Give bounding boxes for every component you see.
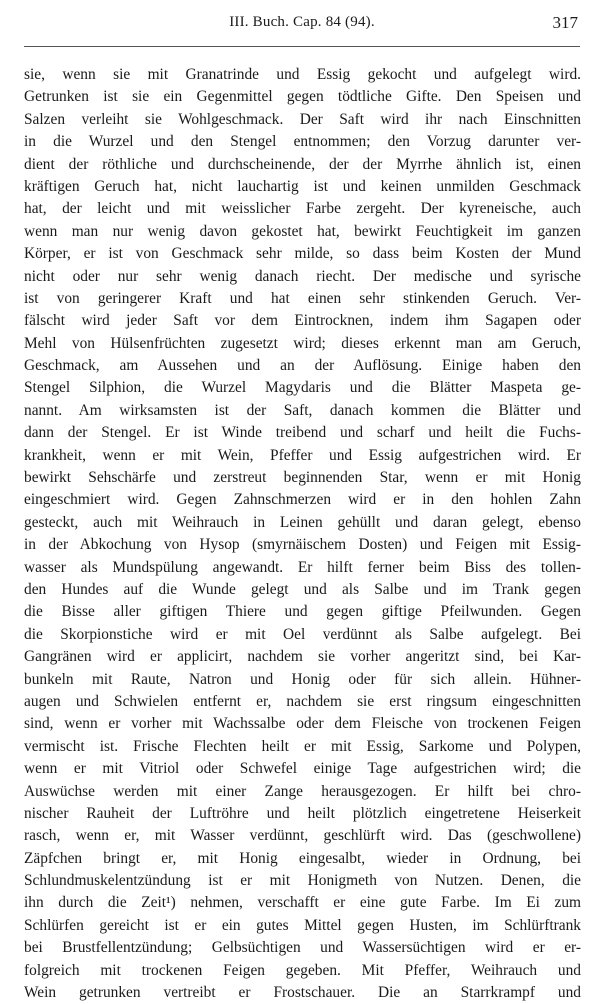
text-line: hat, der leicht und mit weisslicher Farbe zergeht. Der kyreneische, auch — [24, 200, 581, 218]
text-line: wenn man nur wenig davon gekostet hat, bewirkt Feuchtigkeit im ganzen — [24, 222, 581, 240]
text-line: sind, wenn er vorher mit Wachssalbe oder dem Fleische von trockenen Feigen — [24, 715, 581, 733]
text-line: ihn durch die Zeit¹) nehmen, verschafft er eine gute Farbe. Im Ei zum — [24, 894, 581, 912]
text-line: wasser als Mundspülung angewandt. Er hilft ferner beim Biss des tollen- — [24, 558, 581, 576]
text-line: Auswüchse werden mit einer Zange herausgezogen. Er hilft bei chro- — [24, 782, 581, 800]
text-line: nicht oder nur sehr wenig danach riecht. Der medische und syrische — [24, 267, 581, 285]
text-line: rasch, wenn er, mit Wasser verdünnt, geschlürft wird. Das (geschwollene) — [24, 827, 581, 845]
text-line: folgreich mit trockenen Feigen gegeben. Mit Pfeffer, Weihrauch und — [24, 961, 581, 979]
text-line: Getrunken ist sie ein Gegenmittel gegen tödtliche Gifte. Den Speisen und — [24, 88, 581, 106]
text-line: gesteckt, auch mit Weihrauch in Leinen gehüllt und daran gelegt, ebenso — [24, 513, 581, 531]
text-line: kräftigen Geruch hat, nicht lauchartig ist und keinen unmilden Geschmack — [24, 177, 581, 195]
text-line: vermischt ist. Frische Flechten heilt er mit Essig, Sarkome und Polypen, — [24, 737, 581, 755]
text-line: Gangränen wird er applicirt, nachdem sie vorher angeritzt sind, bei Kar- — [24, 648, 581, 666]
text-line: wenn er mit Vitriol oder Schwefel einige Tage aufgestrichen wird; die — [24, 760, 581, 778]
text-line: nischer Rauheit der Luftröhre und heilt plötzlich eingetretene Heiserkeit — [24, 804, 581, 822]
text-line: Mehl von Hülsenfrüchten zugesetzt wird; dieses erkennt man am Geruch, — [24, 334, 581, 352]
text-line: fälscht wird jeder Saft vor dem Eintrocknen, indem ihm Sagapen oder — [24, 312, 581, 330]
text-line: in der Abkochung von Hysop (smyrnäischem Dosten) und Feigen mit Essig- — [24, 536, 581, 554]
text-line: Stengel Silphion, die Wurzel Magydaris und die Blätter Maspeta ge- — [24, 379, 581, 397]
page-number: 317 — [552, 13, 578, 32]
running-title: III. Buch. Cap. 84 (94). — [229, 14, 375, 30]
text-line: Wein getrunken vertreibt er Frostschauer. Die an Starrkrampf und — [24, 984, 581, 1002]
text-line: Schlürfen gereicht ist er ein gutes Mittel gegen Husten, im Schlürftrank — [24, 916, 581, 934]
text-line: Körper, er ist von Geschmack sehr milde, so dass beim Kosten der Mund — [24, 245, 581, 263]
text-line: eingeschmiert wird. Gegen Zahnschmerzen wird er in den hohlen Zahn — [24, 491, 581, 509]
text-line: dann der Stengel. Er ist Winde treibend und scharf und heilt die Fuchs- — [24, 424, 581, 442]
header-rule — [24, 46, 580, 47]
text-line: krankheit, wenn er mit Wein, Pfeffer und Essig aufgestrichen wird. Er — [24, 446, 581, 464]
text-line: ist von geringerer Kraft und hat einen sehr stinkenden Geruch. Ver- — [24, 289, 581, 307]
text-line: Geschmack, am Aussehen und an der Auflösung. Einige haben den — [24, 357, 581, 375]
text-line: sie, wenn sie mit Granatrinde und Essig gekocht und aufgelegt wird. — [24, 66, 581, 83]
body-text — [24, 64, 581, 1004]
text-line: Salzen verleiht sie Wohlgeschmack. Der Saft wird ihr nach Einschnitten — [24, 110, 581, 128]
text-line: den Hundes auf die Wunde gelegt und als Salbe und im Trank gegen — [24, 580, 581, 598]
text-line: die Skorpionstiche wird er mit Oel verdünnt als Salbe aufgelegt. Bei — [24, 625, 581, 643]
text-line: bunkeln mit Raute, Natron und Honig oder für sich allein. Hühner- — [24, 670, 581, 688]
running-head — [24, 14, 580, 40]
text-line: Zäpfchen bringt er, mit Honig eingesalbt, wieder in Ordnung, bei — [24, 849, 581, 867]
text-line: dient der röthliche und durchscheinende, der der Myrrhe ähnlich ist, einen — [24, 155, 581, 173]
text-line: die Bisse aller giftigen Thiere und gegen giftige Pfeilwunden. Gegen — [24, 603, 581, 621]
text-line: in die Wurzel und den Stengel entnommen; den Vorzug darunter ver- — [24, 133, 581, 151]
text-line: augen und Schwielen entfernt er, nachdem sie erst ringsum eingeschnitten — [24, 692, 581, 710]
text-line: nannt. Am wirksamsten ist der Saft, danach kommen die Blätter und — [24, 401, 581, 419]
text-line: Schlundmuskelentzündung ist er mit Honigmeth von Nutzen. Denen, die — [24, 872, 581, 890]
text-line: bei Brustfellentzündung; Gelbsüchtigen und Wassersüchtigen wird er er- — [24, 939, 581, 957]
text-line: bewirkt Sehschärfe und zerstreut beginnenden Star, wenn er mit Honig — [24, 469, 581, 487]
